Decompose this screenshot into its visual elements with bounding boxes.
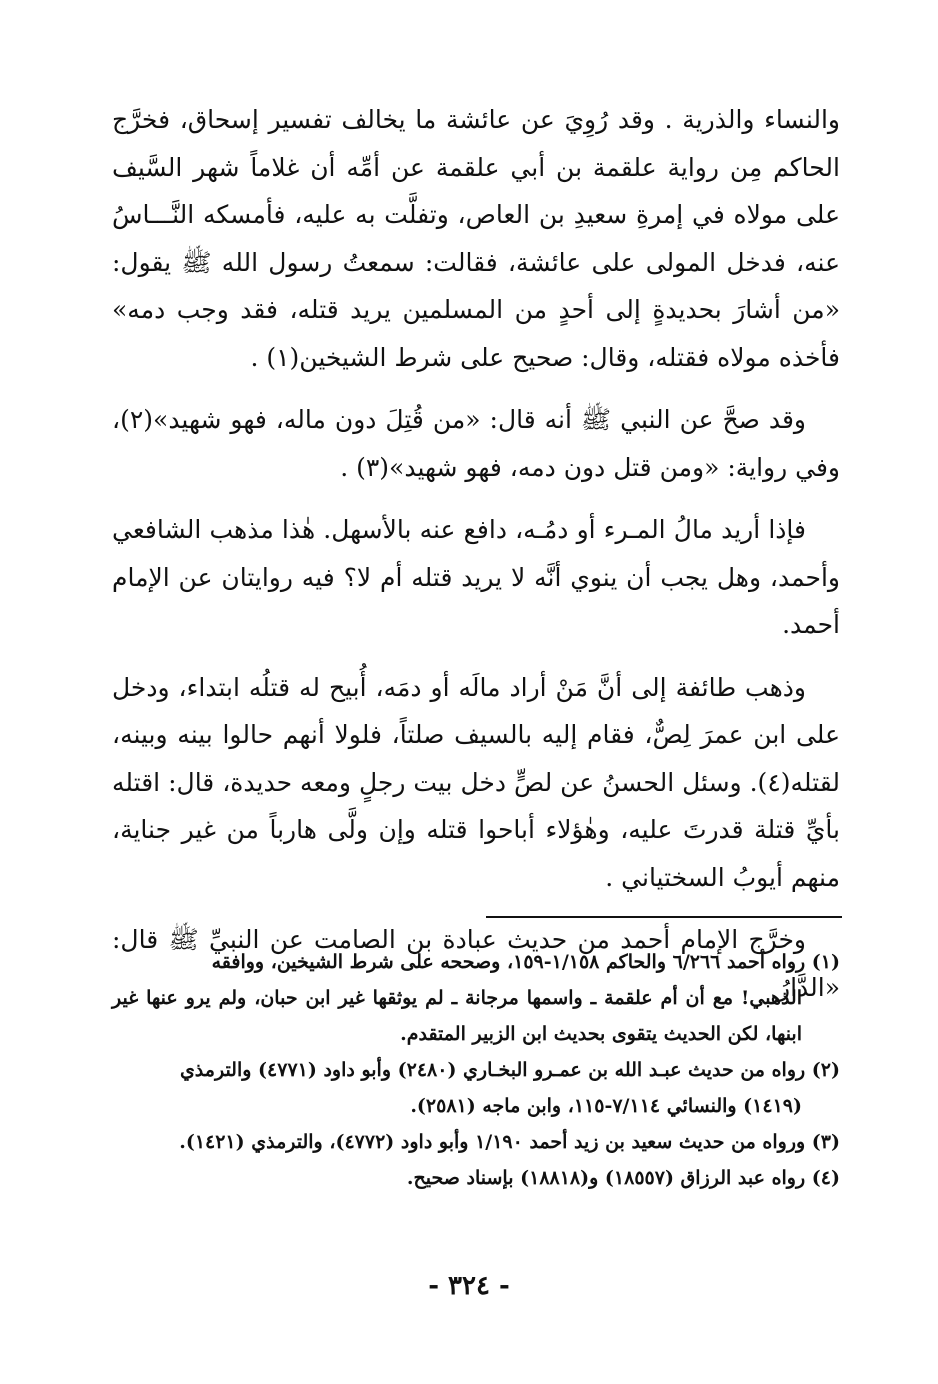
paragraph-5: وخرَّج الإمام أحمد من حديث عبادة بن الصامت عن النبيِّ ﷺ قال: «الدَّارُ <box>112 925 840 1002</box>
footnote-2-first-line: (٢) رواه من حديث عبـد الله بن عمـرو البخـاري (٢٤٨٠) وأبو داود (٤٧٧١) والترمذي <box>179 1059 840 1081</box>
paragraph-2: وقد صحَّ عن النبي ﷺ أنه قال: «من قُتِلَ دون ماله، فهو شهيد»(٢)، وفي رواية: «ومن قتل دون دمه، فهو شهيد»(٣) . <box>112 405 840 482</box>
footnote-separator <box>486 916 842 918</box>
footnote-4 <box>112 1160 840 1196</box>
footnote-2 <box>112 1052 840 1124</box>
footnote-1 <box>112 944 840 1052</box>
footnote-2-continuation: (١٤١٩) والنسائي ٧/١١٤-١١٥، وابن ماجه (٢٥٨١). <box>410 1095 802 1117</box>
main-text <box>112 96 840 1026</box>
footnote-3-first-line: (٣) ورواه من حديث سعيد بن زيد أحمد ١/١٩٠ وأبو داود (٤٧٧٢)، والترمذي (١٤٢١). <box>179 1131 840 1153</box>
page-number: - ٣٢٤ - <box>428 1271 510 1301</box>
footnotes <box>112 944 840 1196</box>
footnote-1-continuation: الذهبي! مع أن أم علقمة ـ واسمها مرجانة ـ لم يوثقها غير ابن حبان، ولم يرو عنها غير ابنها، لكن الحديث يتقوى بحديث ابن الزبير المتقدم. <box>112 987 802 1045</box>
footnote-3 <box>112 1124 840 1160</box>
paragraph-3: فإذا أريد مالُ المـرء أو دمُـه، دافع عنه بالأسهل. هٰذا مذهب الشافعي وأحمد، وهل يجب أن ينوي أنَّه لا يريد قتله أم لا؟ فيه روايتان عن الإمام أحمد. <box>112 515 840 639</box>
paragraph-4: وذهب طائفة إلى أنَّ مَنْ أراد مالَه أو دمَه، أُبيح له قتلُه ابتداء، ودخل على ابن عمرَ لِصٌّ، فقام إليه بالسيف صلتاً، فلولا أنهم حالوا بينه وبينه، لقتله(٤). وسئل الحسنُ عن لصٍّ دخل بيت رجلٍ ومعه حديدة، قال: اقتله بأيِّ قتلة قدرتَ عليه، وهٰؤلاء أباحوا قتله وإن ولَّى هارباً من غير جناية، منهم أيوبُ السختياني . <box>112 672 840 892</box>
footnote-1-first-line: (١) رواه أحمد ٦/٢٦٦ والحاكم ١/١٥٨-١٥٩، وصححه على شرط الشيخين، ووافقه <box>211 951 840 973</box>
footnote-4-first-line: (٤) رواه عبد الرزاق (١٨٥٥٧) و(١٨٨١٨) بإسناد صحيح. <box>406 1167 840 1189</box>
paragraph-1: والنساء والذرية . وقد رُوِيَ عن عائشة ما يخالف تفسير إسحاق، فخرَّج الحاكم مِن رواية علقمة بن أبي علقمة عن أمِّه أن غلاماً شهر السَّيف على مولاه في إمرةِ سعيدِ بن العاص، وتفلَّت به عليه، فأمسكه النَّـــاسُ عنه، فدخل المولى على عائشة، فقالت: سمعتُ رسول الله ﷺ يقول: «من أشارَ بحديدةٍ إلى أحدٍ من المسلمين يريد قتله، فقد وجب دمه» فأخذه مولاه فقتله، وقال: صحيح على شرط الشيخين(١) . <box>112 105 840 372</box>
